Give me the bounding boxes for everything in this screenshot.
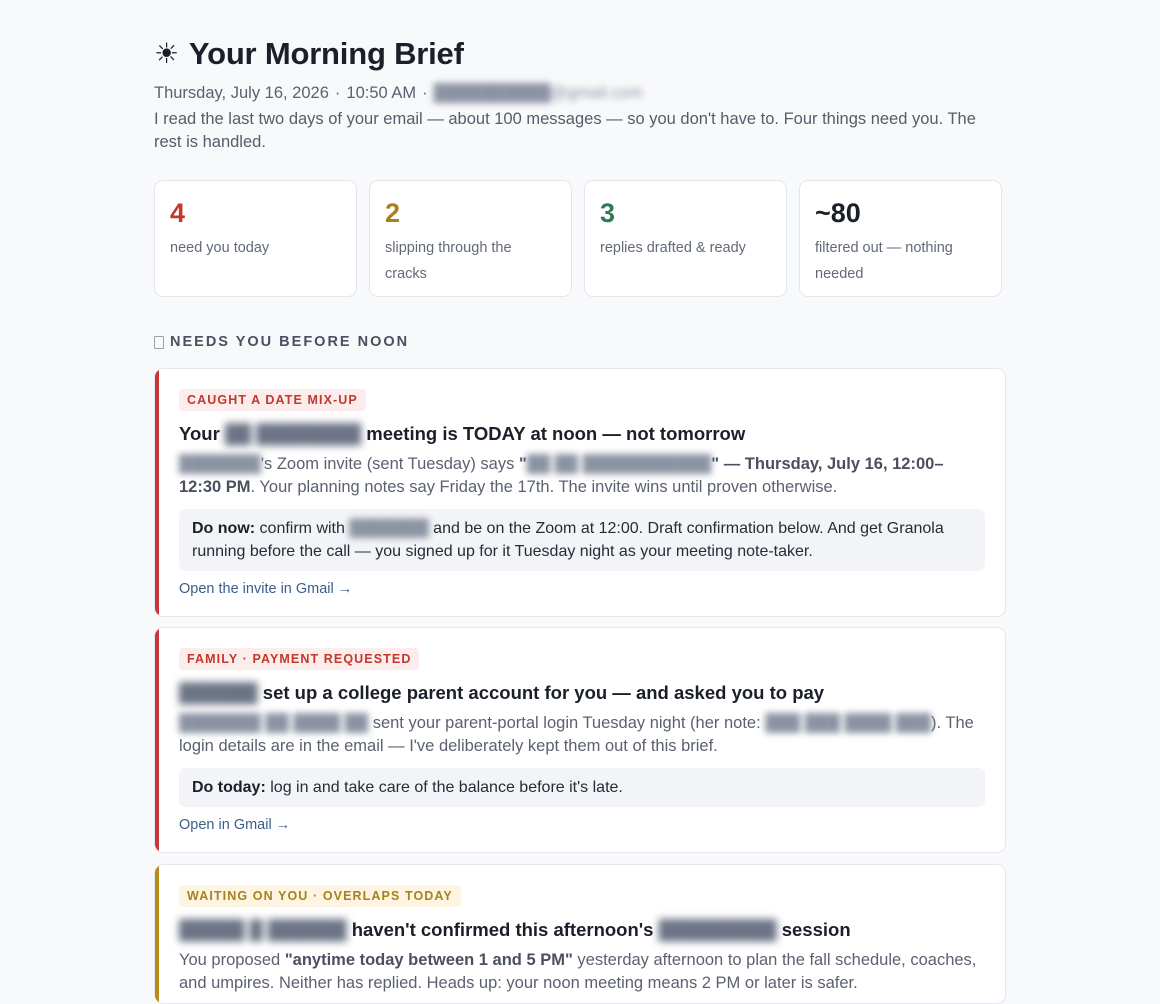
- open-gmail-link[interactable]: Open in Gmail →: [179, 817, 291, 833]
- task-card-payment: [154, 627, 1006, 853]
- body-quote: "anytime today between 1 and 5 PM": [284, 951, 573, 969]
- brief-date: Thursday, July 16, 2026: [154, 84, 329, 102]
- stat-card-slipping: [369, 180, 572, 297]
- task-card-waiting: [154, 864, 1006, 1004]
- body-text: You proposed: [179, 951, 281, 969]
- redacted-text: ███████ ██ ████ ██: [179, 714, 369, 732]
- stat-label: replies drafted & ready: [600, 240, 746, 256]
- headline-text: Your: [179, 423, 220, 444]
- action-box: [179, 509, 985, 571]
- redacted-text: ██ ██ ███████████: [526, 455, 712, 473]
- body-text: sent your parent-portal login Tuesday night (her note:: [372, 714, 761, 732]
- brief-time: 10:50 AM: [346, 84, 417, 102]
- status-badge: WAITING ON YOU · OVERLAPS TODAY: [179, 885, 461, 907]
- card-headline: [179, 680, 985, 706]
- quote-open: ": [518, 455, 527, 473]
- open-invite-link[interactable]: Open the invite in Gmail →: [179, 581, 353, 597]
- brief-meta: [154, 84, 642, 103]
- section-header: [154, 334, 409, 350]
- status-badge: FAMILY · PAYMENT REQUESTED: [179, 648, 419, 670]
- task-card-date-mixup: [154, 368, 1006, 617]
- stats-row: [154, 180, 1002, 297]
- page-title: [154, 36, 464, 72]
- stat-label: slipping through the cracks: [385, 240, 512, 282]
- stat-value: ~80: [815, 198, 861, 228]
- intro-text: I read the last two days of your email — about 100 messages — so you don't have to. Four things need you. The rest is handled.: [154, 110, 976, 151]
- headline-text: set up a college parent account for you — and asked you to pay: [262, 682, 825, 703]
- meta-separator: ·: [334, 84, 341, 102]
- headline-text: session: [781, 919, 851, 940]
- quote-close: " — Thursday, July 16, 12:00–12:30 PM: [179, 455, 944, 496]
- body-text: 's Zoom invite (sent Tuesday) says: [260, 455, 515, 473]
- headline-text: haven't confirmed this afternoon's: [351, 919, 654, 940]
- card-body: [179, 712, 985, 758]
- action-text: log in and take care of the balance before it's late.: [270, 779, 623, 796]
- redacted-email: ██████████@gmail.com: [433, 84, 643, 102]
- stat-label: need you today: [170, 240, 270, 256]
- stat-value: 4: [170, 198, 186, 228]
- sun-icon: ☀: [154, 38, 179, 69]
- redacted-text: ██ ████████: [224, 423, 362, 444]
- status-badge: CAUGHT A DATE MIX-UP: [179, 389, 366, 411]
- redacted-text: ███████: [179, 455, 261, 473]
- redacted-text: █████████: [658, 919, 777, 940]
- action-text: and be on the Zoom at 12:00. Draft confirmation below. And get Granola running before the call — you signed up for it Tuesday night as your meeting note-taker.: [192, 520, 944, 560]
- headline-text: meeting is TODAY at noon — not tomorrow: [366, 423, 746, 444]
- redacted-text: ███████: [349, 520, 429, 537]
- stat-card-need-you: [154, 180, 357, 297]
- card-body: [179, 949, 985, 995]
- stat-value: 3: [600, 198, 616, 228]
- card-headline: [179, 421, 985, 447]
- body-text: . Your planning notes say Friday the 17th. The invite wins until proven otherwise.: [250, 478, 838, 496]
- alarm-icon: [154, 336, 164, 349]
- stat-card-drafted: [584, 180, 787, 297]
- stat-label: filtered out — nothing needed: [815, 240, 953, 282]
- card-body: [179, 453, 985, 499]
- action-label: Do now:: [192, 520, 256, 537]
- body-text: yesterday afternoon to plan the fall schedule, coaches, and umpires. Neither has replied. Heads up: your noon meeting means 2 PM or later is safer.: [179, 951, 977, 992]
- redacted-text: █████ █ ██████: [179, 919, 347, 940]
- page-title-text: Your Morning Brief: [188, 36, 464, 71]
- redacted-text: ███ ███ ████ ███: [765, 714, 932, 732]
- action-label: Do today:: [192, 779, 266, 796]
- action-text: confirm with: [259, 520, 345, 537]
- section-title: NEEDS YOU BEFORE NOON: [170, 334, 410, 350]
- card-headline: [179, 917, 985, 943]
- body-text: ). The login details are in the email — I've deliberately kept them out of this brief.: [179, 714, 974, 755]
- redacted-text: ██████: [179, 682, 258, 703]
- meta-separator: ·: [422, 84, 428, 102]
- action-box: [179, 768, 985, 807]
- stat-card-filtered: [799, 180, 1002, 297]
- stat-value: 2: [385, 198, 401, 228]
